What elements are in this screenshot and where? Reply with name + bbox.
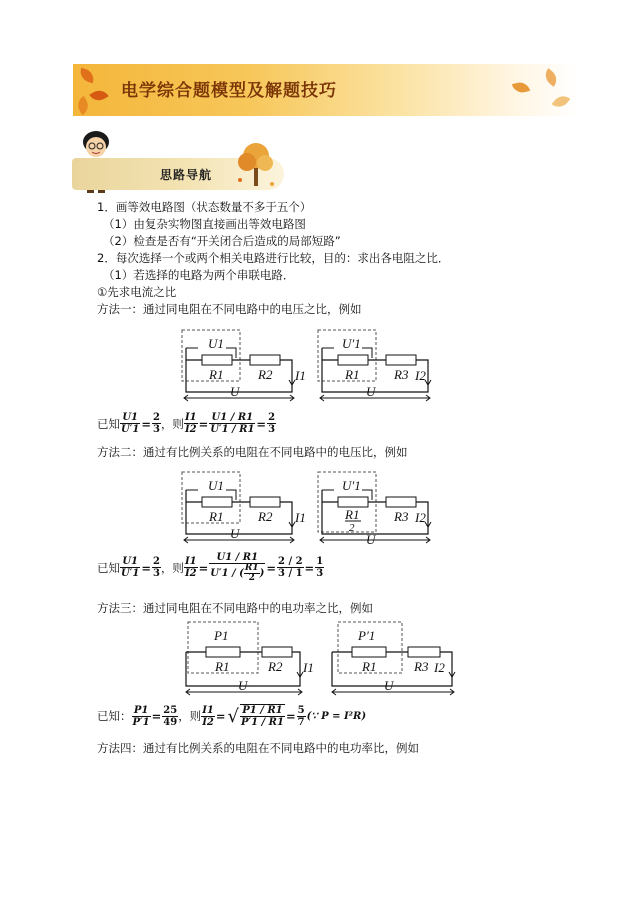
method-1: 方法一：通过同电阻在不同电路中的电压之比，例如	[97, 302, 362, 316]
total-voltage-label: U	[366, 532, 376, 547]
fraction: $\frac{U1}{U'1}$	[121, 412, 140, 435]
current-label: I1	[295, 510, 306, 525]
voltage-label: U′1	[342, 336, 361, 351]
circuit-diagram-4	[312, 470, 442, 550]
fraction: $\frac{U1 / R1}{U'1 / R1}$	[210, 412, 255, 435]
fraction: $\frac{1}{3}$	[316, 556, 324, 579]
fraction: $\frac{I1}{I2}$	[184, 556, 197, 579]
resistor-label: 2	[349, 522, 355, 534]
circuit-diagram-6	[328, 620, 462, 700]
formula-prefix: 已知：	[97, 709, 132, 723]
fraction: $\frac{25}{49}$	[163, 704, 178, 728]
step-1-1: （1）由复杂实物图直接画出等效电路图	[103, 217, 306, 231]
total-voltage-label: U	[366, 384, 376, 399]
fraction: $\frac{2}{3}$	[268, 412, 276, 435]
section-title: 思路导航	[160, 168, 213, 182]
fraction: $\frac{2}{3}$	[152, 556, 160, 579]
resistor-label: R1	[215, 659, 230, 674]
method-4: 方法四：通过有比例关系的电阻在不同电路中的电功率比，例如	[97, 741, 419, 755]
resistor-label: R1	[209, 367, 224, 382]
step-1-2: （2）检查是否有“开关闭合后造成的局部短路”	[103, 234, 341, 248]
formula-method-2: 已知 $\frac{U1}{U'1}$ = $\frac{2}{3}$ ，则 $\frac{I1}{I2}$ = U1 / R1 U′1 / ( $\frac{R1}{2}$ ) = $\frac{2 / 2}{3 / 1}$ = $\frac{1}{3}$	[97, 552, 324, 583]
maple-leaf-icon	[89, 87, 108, 105]
formula-sep: ，则	[160, 416, 184, 431]
sqrt-icon: √	[227, 705, 239, 727]
current-label: I1	[295, 368, 306, 383]
total-voltage-label: U	[238, 678, 248, 693]
resistor-label: R1	[345, 507, 360, 522]
circuit-diagram-3	[176, 470, 306, 550]
current-label: I1	[303, 660, 314, 675]
fraction: $\frac{P1}{P'1}$	[132, 704, 150, 728]
method-2: 方法二：通过有比例关系的电阻在不同电路中的电压比，例如	[97, 445, 408, 459]
total-voltage-label: U	[230, 384, 240, 399]
fraction: $\frac{I1}{I2}$	[184, 412, 197, 435]
autumn-tree-icon	[232, 140, 280, 192]
current-label: I2	[434, 660, 445, 675]
page-title: 电学综合题模型及解题技巧	[121, 81, 337, 101]
formula-prefix: 已知	[97, 560, 120, 575]
circuit-diagram-1	[176, 328, 306, 408]
resistor-label: R1	[345, 367, 360, 382]
step-2-1: （1）若选择的电路为两个串联电路．	[103, 268, 295, 282]
resistor-label: R1	[362, 659, 377, 674]
circuit-diagram-5	[182, 620, 312, 700]
formula-method-3: 已知： $\frac{P1}{P'1}$ = $\frac{25}{49}$ ，则 $\frac{I1}{I2}$ = √ $\frac{P1 / R1}{P'1 / R1}$ = $\frac{5}{7}$ (∵ P = I²R)	[97, 704, 367, 728]
total-voltage-label: U	[384, 678, 394, 693]
formula-sep: ，则	[160, 560, 184, 575]
resistor-label: R3	[394, 367, 409, 382]
power-label: P′1	[358, 628, 376, 643]
step-1: 1．画等效电路图（状态数量不多于五个）	[97, 200, 312, 214]
resistor-label: R3	[394, 509, 409, 524]
formula-prefix: 已知	[97, 416, 120, 431]
step-current-ratio: ①先求电流之比	[97, 285, 177, 299]
method-3: 方法三：通过同电阻在不同电路中的电功率之比，例如	[97, 601, 373, 615]
maple-leaf-icon	[74, 96, 92, 115]
resistor-label: R3	[414, 659, 429, 674]
resistor-label: R1	[209, 509, 224, 524]
resistor-label: R2	[268, 659, 283, 674]
resistor-label: R2	[258, 367, 273, 382]
step-2: 2．每次选择一个或两个相关电路进行比较，目的：求出各电阻之比．	[97, 251, 450, 265]
voltage-label: U′1	[342, 478, 361, 493]
current-label: I2	[415, 510, 426, 525]
maple-leaf-icon	[552, 92, 571, 111]
header-banner	[73, 64, 578, 116]
fraction: $\frac{2}{3}$	[152, 412, 160, 435]
formula-method-1: 已知 $\frac{U1}{U'1}$ = $\frac{2}{3}$ ，则 $\frac{I1}{I2}$ = $\frac{U1 / R1}{U'1 / R1}$ = $\frac{2}{3}$	[97, 412, 276, 435]
maple-leaf-icon	[541, 68, 560, 87]
voltage-label: U1	[208, 336, 224, 351]
fraction: $\frac{2 / 2}{3 / 1}$	[278, 556, 303, 579]
fraction: U1 / R1 U′1 / ( $\frac{R1}{2}$ )	[210, 552, 265, 583]
voltage-label: U1	[208, 478, 224, 493]
resistor-label: R2	[258, 509, 273, 524]
formula-sep: ，则	[178, 709, 202, 723]
total-voltage-label: U	[230, 526, 240, 541]
current-label: I2	[415, 368, 426, 383]
power-label: P1	[214, 628, 229, 643]
maple-leaf-icon	[512, 80, 530, 95]
circuit-diagram-2	[312, 328, 442, 408]
fraction: $\frac{5}{7}$	[297, 704, 305, 728]
fraction: $\frac{P1 / R1}{P'1 / R1}$	[240, 705, 284, 728]
maple-leaf-icon	[78, 68, 97, 84]
fraction: $\frac{U1}{U'1}$	[121, 556, 140, 579]
formula-note: (∵ P = I²R)	[306, 710, 367, 722]
fraction: $\frac{I1}{I2}$	[202, 704, 214, 728]
